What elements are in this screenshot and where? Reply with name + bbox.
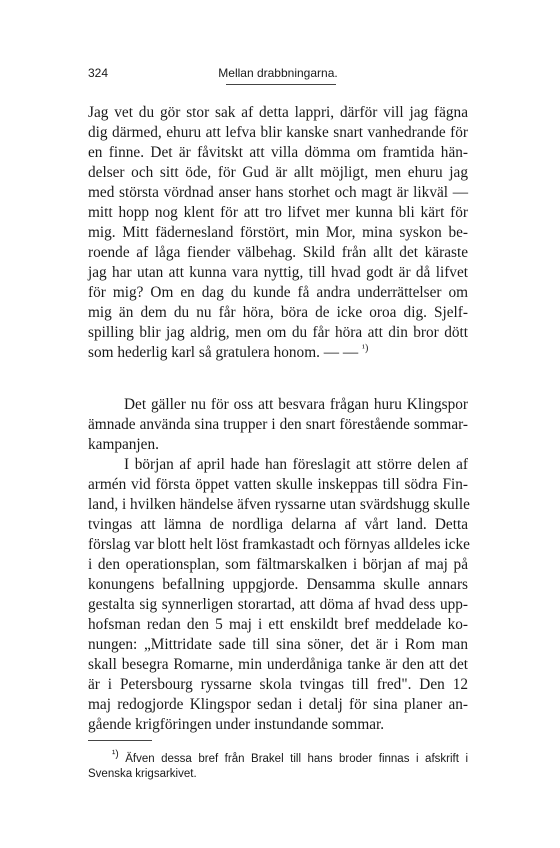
- paragraph-line: I början af april hade han föreslagit att större delen af: [124, 456, 468, 473]
- paragraph-line: konungens befallning uppgjorde. Densamma skulle annars: [88, 576, 468, 593]
- letter-line: mig. Mitt fädernesland förstört, min Mor, mina syskon be-: [88, 224, 468, 241]
- footnote-mark: ¹): [112, 749, 119, 761]
- paragraph-line: skall besegra Romarne, min underdåniga tanke är den att det: [88, 656, 468, 673]
- paragraph-line: maj redogjorde Klingspor sedan i detalj för sina planer an-: [88, 696, 468, 713]
- paragraph-line: kampanjen.: [88, 436, 159, 453]
- paragraph-line: Det gäller nu för oss att besvara frågan huru Klingspor: [124, 396, 468, 413]
- footnote-reference: ¹): [362, 342, 369, 354]
- letter-line: med största vördnad anser hans storhet och magt är likväl —: [88, 184, 468, 201]
- letter-line: spilling blir jag aldrig, men om du får höra att din bror dött: [88, 324, 468, 341]
- paragraph-line: nungen: „Mittridate sade till sina söner, det är i Rom man: [88, 636, 468, 653]
- letter-line: jag har utan att kunna vara nyttig, till hvad godt är då lifvet: [88, 264, 468, 281]
- paragraph-line: ämnade använda sina trupper i den snart förestående sommar-: [88, 416, 468, 433]
- letter-line-last: [88, 343, 468, 363]
- letter-line: dig därmed, ehuru att lefva blir kanske snart vanhedrande för: [88, 124, 468, 141]
- running-head: [88, 66, 468, 86]
- footnote-rule: [88, 740, 152, 741]
- paragraph-line: är i Petersbourg ryssarne skola tvingas till fred". Den 12: [88, 676, 468, 693]
- footnote-text: Äfven dessa bref från Brakel till hans broder finnas i afskrift i: [125, 753, 468, 765]
- footnote-line: [112, 749, 468, 767]
- paragraph-line: land, i hvilken händelse äfven ryssarne utan svärdshugg skulle: [88, 496, 470, 513]
- running-title: Mellan drabbningarna.: [218, 66, 338, 80]
- paragraph-line: förslag var blott helt löst framkastadt och förnyas alldeles icke: [88, 536, 470, 553]
- paragraph-line: armén vid första öppet vatten skulle inskeppas till södra Fin-: [88, 476, 468, 493]
- letter-line: för mig? Om en dag du kunde få andra underrättelser om: [88, 284, 468, 301]
- paragraph-line: gående krigföringen under instundande sommar.: [88, 716, 385, 733]
- letter-line: en finne. Det är fåvitskt att villa dömma om framtida hän-: [88, 144, 468, 161]
- letter-line: delser och sitt öde, för Gud är allt möjligt, men ehuru jag: [88, 164, 468, 181]
- paragraph-line: i den operationsplan, som fältmarskalken i början af maj på: [88, 556, 468, 573]
- letter-line: Jag vet du gör stor sak af detta lappri, därför vill jag fägna: [88, 104, 468, 121]
- header-rule: [226, 84, 336, 85]
- page-number: 324: [88, 66, 109, 80]
- paragraph-line: hofsman redan den 5 maj i ett enskildt bref meddelade ko-: [88, 616, 468, 633]
- paragraph-line: tvingas att lämna de nordliga delarna af vårt land. Detta: [88, 516, 468, 533]
- letter-line: mitt hopp nog klent för att tro lifvet mer kunna bli kärt för: [88, 204, 468, 221]
- letter-line-text: som hederlig karl så gratulera honom. — —: [88, 344, 359, 361]
- footnote-line: Svenska krigsarkivet.: [88, 768, 197, 780]
- paragraph-line: gestalta sig synnerligen storartad, att döma af hvad dess upp-: [88, 596, 468, 613]
- letter-line: roende af låga fiender välbehag. Skild från allt det käraste: [88, 244, 468, 261]
- letter-line: mig än dem du nu får höra, böra de icke oroa dig. Sjelf-: [88, 304, 468, 321]
